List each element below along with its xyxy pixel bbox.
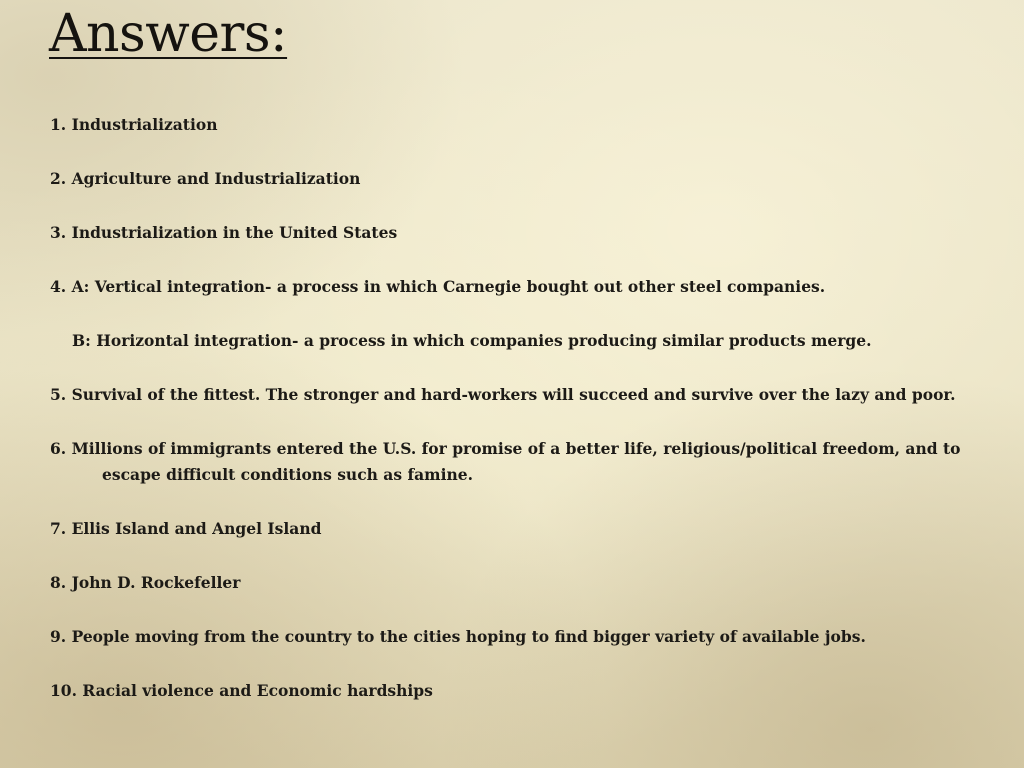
answer-2: 2. Agriculture and Industrialization: [50, 169, 361, 188]
answer-8: 8. John D. Rockefeller: [50, 573, 241, 592]
answer-5: 5. Survival of the fittest. The stronger and hard-workers will succeed and survive over the lazy and poor.: [50, 385, 956, 404]
answer-6: [50, 436, 960, 488]
answer-10: 10. Racial violence and Economic hardships: [50, 681, 433, 700]
answer-3: 3. Industrialization in the United States: [50, 223, 398, 242]
answer-4b: B: Horizontal integration- a process in which companies producing similar products merge.: [72, 331, 872, 350]
slide-title: Answers:: [49, 4, 288, 64]
answer-6-line-1: 6. Millions of immigrants entered the U.S. for promise of a better life, religious/political freedom, and to: [50, 439, 961, 458]
answer-1: 1. Industrialization: [50, 115, 218, 134]
answer-4a: 4. A: Vertical integration- a process in which Carnegie bought out other steel companies.: [50, 277, 826, 296]
answer-7: 7. Ellis Island and Angel Island: [50, 519, 322, 538]
answer-6-line-2: escape difficult conditions such as famine.: [102, 465, 473, 484]
answer-9: 9. People moving from the country to the cities hoping to find bigger variety of available jobs.: [50, 627, 866, 646]
